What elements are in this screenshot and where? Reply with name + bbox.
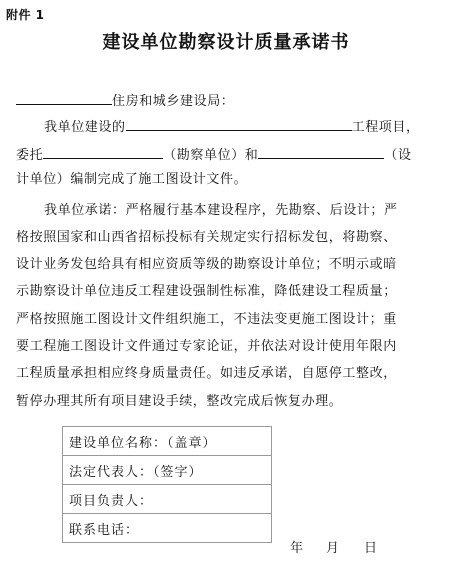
attachment-label: 附件 1 [6,8,45,22]
para1-line1 [16,116,452,136]
para2-line: 设计业务发包给具有相应资质等级的勘察设计单位；不明示或暗 [16,257,397,272]
date-day[interactable]: 日 [364,541,378,556]
date-year[interactable]: 年 [290,541,304,556]
document-title: 建设单位勘察设计质量承诺书 [102,32,350,53]
signature-row [63,456,272,485]
addressee-line [16,90,436,110]
para1-line3 [16,170,436,190]
date-month[interactable]: 月 [326,541,340,556]
para2-line: 要工程施工图设计文件通过专家论证，并依法对设计使用年限内 [16,339,397,354]
project-lead-field[interactable]: 项目负责人： [63,485,272,514]
survey-unit-blank[interactable] [43,144,163,159]
para1-text-2: 工程项目， [351,120,420,135]
para1-text-1: 我单位建设的 [44,120,126,135]
unit-name-field[interactable]: 建设单位名称：（盖章） [63,427,272,456]
para2-line: 暂停办理其所有项目建设手续，整改完成后恢复办理。 [16,394,343,409]
para2-line: 示勘察设计单位违反工程建设强制性标准，降低建设工程质量； [16,284,397,299]
para1-line2 [16,144,436,164]
addressee-blank[interactable] [16,90,112,105]
para1-text-3: 委托 [16,148,44,163]
design-unit-blank[interactable] [258,144,384,159]
legal-rep-field[interactable]: 法定代表人：（签字） [63,456,272,485]
para2-line: 格按照国家和山西省招标投标有关规定实行招标发包，将勘察、 [16,230,397,245]
para1-text-6: 计单位）编制完成了施工图设计文件。 [16,172,248,187]
para2-line: 工程质量承担相应终身质量责任。如违反承诺，自愿停工整改， [16,366,397,381]
para1-text-5: （设 [384,148,412,163]
phone-field[interactable]: 联系电话： [63,514,272,543]
para2-line: 严格按照施工图设计文件组织施工，不违法变更施工图设计；重 [16,312,397,327]
signature-row [63,427,272,456]
project-name-blank[interactable] [126,116,352,131]
para2-line: 我单位承诺：严格履行基本建设程序，先勘察、后设计；严 [44,203,398,218]
addressee-suffix: 住房和城乡建设局： [112,94,235,109]
para1-text-4: （勘察单位）和 [163,148,259,163]
signature-row [63,514,272,543]
signature-row [63,485,272,514]
signature-table [62,426,272,543]
